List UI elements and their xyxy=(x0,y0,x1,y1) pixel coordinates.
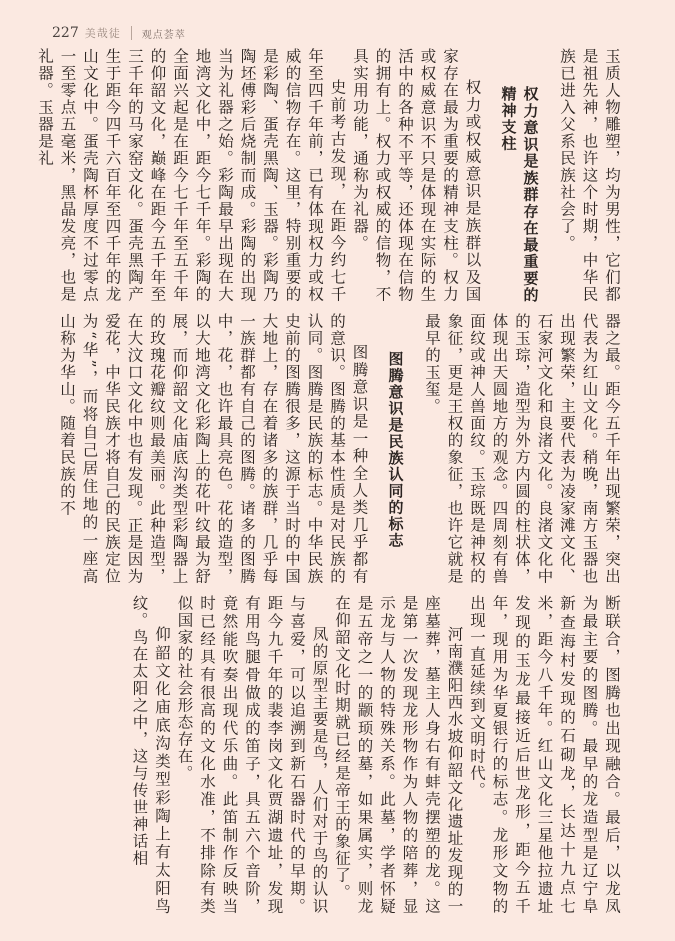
body-paragraph: 玉质人物雕塑，均为男性，它们都是祖先神，也许这个时期，中华民族已进入父系民族社会了。 xyxy=(558,48,621,303)
text-column-2 xyxy=(58,313,623,585)
body-paragraph: 断联合，图腾也出现融合。最后，以龙凤为最主要的图腾。最早的龙造型是辽宁阜新查海村发现的石砌龙，长达十九点七米，距今八千年。红山文化三星他拉遗址发现的玉龙最接近后世龙形，距今五千年，现用为华夏银行的标志。龙形文物的出现一直延续到文明时代。 xyxy=(468,595,621,915)
book-title: 美哉徒 xyxy=(84,27,121,40)
body-paragraph: 图腾意识是一种全人类几乎都有的意识。图腾的基本性质是对民族的认同。图腾是民族的标志。中华民族史前的图腾很多，这源于当时的中国大地上，存在着诸多的族群，几乎每一族群都有自己的图腾。诸多的图腾中，花，也许最具亮色。花的造型，以大地湾文化彩陶上的花叶纹最为舒展，而仰韶文化庙底沟类型彩陶器上的玫瑰花瓣纹则最美丽。此种造型，在大汶口文化中也有发现。正是因为爱花，中华民族才将自己的民族定位为“华”，而将自己居住地的一座高山称为华山。随着民族的不 xyxy=(58,313,369,585)
text-column-3 xyxy=(78,595,623,915)
text-column-1 xyxy=(36,48,623,303)
body-paragraph: 河南濮阳西水坡仰韶文化遗址发现的一座墓葬，墓主人身右有蚌壳摆塑的龙。这是第一次发现龙形物作为人物的陪葬，显示龙与人物的特殊关系。此墓，学者怀疑是五帝之一的颛顼的墓，如果属实，则龙在仰韶文化时期就已经是帝王的象征了。 xyxy=(333,595,464,915)
section-heading: 权力意识是族群存在最重要的精神支柱 xyxy=(499,85,540,303)
header-divider xyxy=(131,26,132,40)
body-paragraph: 仰韶文化庙底沟类型彩陶上有太阳鸟纹。鸟在太阳之中，这与传世神话相 xyxy=(130,595,171,915)
page-number: 227 xyxy=(52,25,79,41)
body-paragraph: 史前考古发现，在距今约七千年至四千年前，已有体现权力或权威的信物存在。这里，特别重要的是彩陶、蛋壳黑陶、玉器。彩陶乃陶坯傅彩后烧制而成。彩陶的出现当为礼器之始。彩陶最早出现在大地湾文化中，距今七千年。彩陶的全面兴起是在距今七千年至五千年的仰韶文化，巅峰在距今五千年至三千年的马家窑文化。蛋壳黑陶产生于距今四千六百年至四千年的龙山文化中。蛋壳陶杯厚度不过零点一至零点五毫米，黑晶发亮，也是礼器。玉器是礼 xyxy=(36,48,347,303)
body-paragraph: 权力或权威意识是族群以及国家存在最为重要的精神支柱。权力或权威意识不只是体现在实际的生活中的各种不平等，还体现在信物的拥有上。权力或权威的信物，不具实用功能，通称为礼器。 xyxy=(351,48,482,303)
running-header xyxy=(52,22,186,44)
section-title: 观点荟萃 xyxy=(141,29,186,41)
body-paragraph: 器之最。距今五千年出现繁荣，突出代表为红山文化。稍晚，南方玉器也出现繁荣，主要代表为凌家滩文化、石家河文化和良渚文化。良渚文化中的玉琮，造型为外方内圆的柱状体，体现出天圆地方的观念。四周刻有兽面纹或神人兽面纹。玉琮既是神权的象征，更是王权的象征，也许它就是最早的玉玺。 xyxy=(423,313,621,585)
section-heading: 图腾意识是民族认同的标志 xyxy=(386,350,405,549)
body-paragraph: 凤的原型主要是鸟，人们对于鸟的认识与喜爱，可以追溯到新石器时代的早期。距今九千年的裴李岗文化贾湖遗址，发现有用鸟腿骨做成的笛子，具五六个音阶，竟然能吹奏出现代乐曲。此笛制作反映当时已经具有很高的文化水准，不排除有类似国家的社会形态存在。 xyxy=(175,595,329,915)
